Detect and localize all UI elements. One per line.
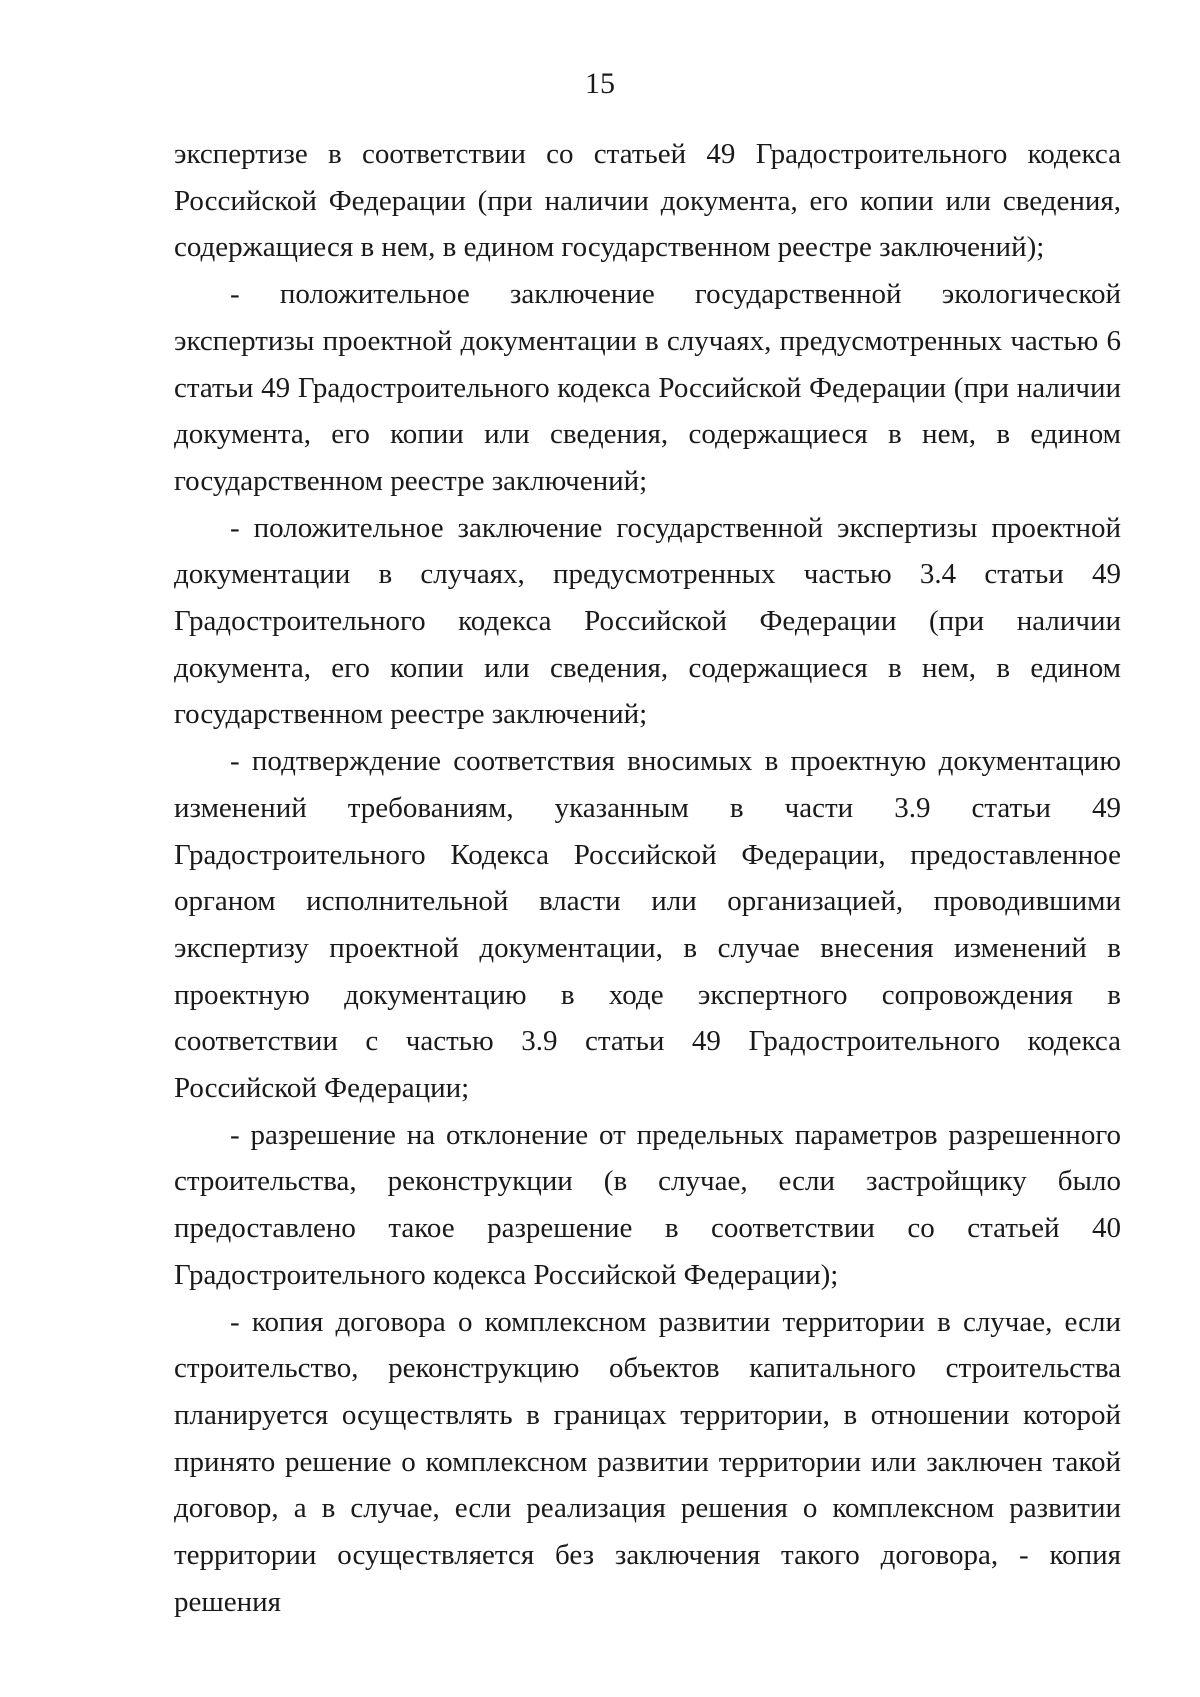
paragraph-expertise-continuation: экспертизе в соответствии со статьей 49 Градостроительного кодекса Российской Федерации (при наличии документа, его копии или сведения, содержащиеся в нем, в едином государственном реестре заключений); [174, 138, 1121, 264]
paragraph-deviation-permit: - разрешение на отклонение от предельных параметров разрешенного строительства, реконструкции (в случае, если застройщику было предоставлено такое разрешение в соответствии со статьей 40 Градостроительного кодекса Российской Федерации); [174, 1118, 1121, 1291]
paragraph-state-expertise: - положительное заключение государственной экспертизы проектной документации в случаях, предусмотренных частью 3.4 статьи 49 Градостроительного кодекса Российской Федерации (при наличии документа, его копии или сведения, содержащиеся в нем, в едином государственном реестре заключений; [174, 511, 1121, 731]
page-number: 15 [585, 67, 615, 100]
paragraph-ecological-expertise: - положительное заключение государственной экологической экспертизы проектной документации в случаях, предусмотренных частью 6 статьи 49 Градостроительного кодекса Российской Федерации (при наличии документа, его копии или сведения, содержащиеся в нем, в едином государственном реестре заключений; [174, 278, 1121, 497]
paragraph-territory-development-contract: - копия договора о комплексном развитии территории в случае, если строительство, реконструкцию объектов капитального строительства планируется осуществлять в границах территории, в отношении которой принято решение о комплексном развитии территории или заключен такой договор, а в случае, если реализация решения о комплексном развитии территории осуществляется без заключения такого договора, - копия решения [174, 1305, 1121, 1618]
document-body [174, 131, 1121, 1626]
paragraph-changes-confirmation: - подтверждение соответствия вносимых в проектную документацию изменений требованиям, указанным в части 3.9 статьи 49 Градостроительного Кодекса Российской Федерации, предоставленное органом исполнительной власти или организацией, проводившими экспертизу проектной документации, в случае внесения изменений в проектную документацию в ходе экспертного сопровождения в соответствии с частью 3.9 статьи 49 Градостроительного кодекса Российской Федерации; [174, 745, 1121, 1105]
